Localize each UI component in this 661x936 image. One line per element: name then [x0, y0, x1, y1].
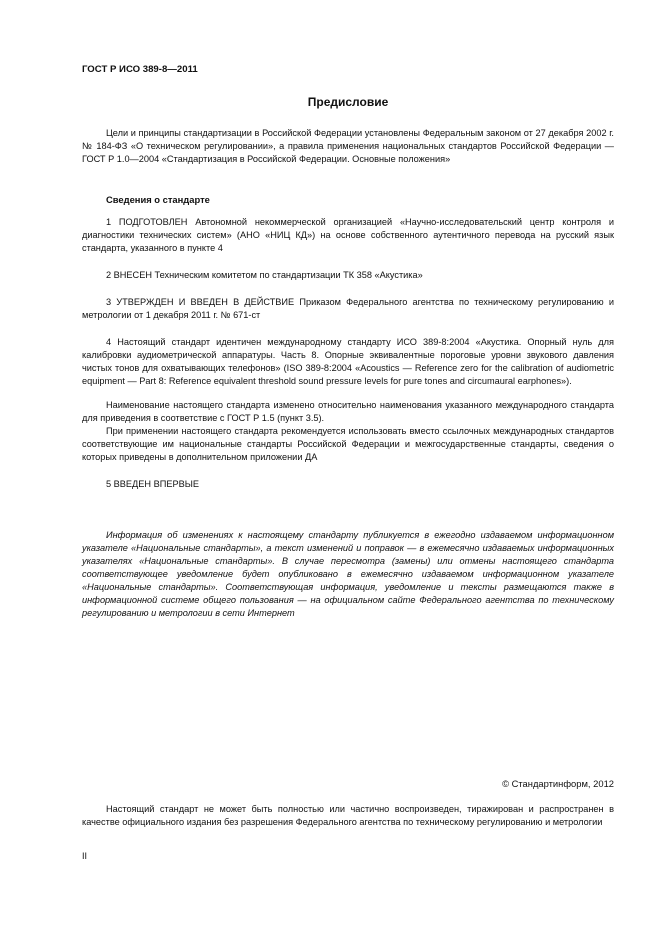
item-3-paragraph: 3 УТВЕРЖДЕН И ВВЕДЕН В ДЕЙСТВИЕ Приказом Федерального агентства по техническому регулированию и метрологии от 1 декабря 2011 г. № 671-ст — [82, 297, 614, 320]
item-1-paragraph: 1 ПОДГОТОВЛЕН Автономной некоммерческой организацией «Научно-исследовательский центр контроля и диагностики технических систем» (АНО «НИЦ КД») на основе собственного аутентичного перевода на русский язык стандарта, указанного в пункте 4 — [82, 217, 614, 253]
item-5-paragraph: 5 ВВЕДЕН ВПЕРВЫЕ — [106, 479, 199, 489]
notice-paragraph: Информация об изменениях к настоящему стандарту публикуется в ежегодно издаваемом информационном указателе «Национальные стандарты», а текст изменений и поправок — в ежемесячно издаваемых информационных указателях «Национальные стандарты». В случае пересмотра (замены) или отмены настоящего стандарта соответствующее уведомление будет опубликовано в ежемесячно издаваемом информационном указателе «Национальные стандарты». Соответствующая информация, уведомление и тексты размещаются также в информационной системе общего пользования — на официальном сайте Федерального агентства по техническому регулированию и метрологии в сети Интернет — [82, 530, 614, 618]
item-4-application-note: При применении настоящего стандарта рекомендуется использовать вместо ссылочных международных стандартов соответствующие им национальные стандарты Российской Федерации и межгосударственные стандарты, сведения о которых приведены в дополнительном приложении ДА — [82, 426, 614, 462]
standard-code: ГОСТ Р ИСО 389-8—2011 — [82, 64, 198, 75]
item-4-name-note: Наименование настоящего стандарта изменено относительно наименования указанного международного стандарта для приведения в соответствие с ГОСТ Р 1.5 (пункт 3.5). — [82, 400, 614, 423]
rights-paragraph: Настоящий стандарт не может быть полностью или частично воспроизведен, тиражирован и распространен в качестве официального издания без разрешения Федерального агентства по техническому регулированию и метрологии — [82, 804, 614, 827]
item-4-paragraph: 4 Настоящий стандарт идентичен международному стандарту ИСО 389-8:2004 «Акустика. Опорный нуль для калибровки аудиометрической аппаратуры. Часть 8. Опорные эквивалентные пороговые уровни звукового давления чистых тонов для охватывающих телефонов» (ISO 389-8:2004 «Acoustics — Reference zero for the calibration of audiometric equipment — Part 8: Reference equivalent threshold sound pressure levels for pure tones and circumaural earphones»). — [82, 337, 614, 386]
copyright-line: © Стандартинформ, 2012 — [502, 778, 614, 789]
intro-paragraph: Цели и принципы стандартизации в Российской Федерации установлены Федеральным законом от 27 декабря 2002 г. № 184-ФЗ «О техническом регулировании», а правила применения национальных стандартов Российской Федерации — ГОСТ Р 1.0—2004 «Стандартизация в Российской Федерации. Основные положения» — [82, 128, 614, 164]
section-heading: Сведения о стандарте — [106, 194, 210, 205]
page-title: Предисловие — [307, 95, 389, 109]
page-number: II — [82, 851, 88, 861]
item-2-paragraph: 2 ВНЕСЕН Техническим комитетом по стандартизации ТК 358 «Акустика» — [106, 270, 423, 280]
